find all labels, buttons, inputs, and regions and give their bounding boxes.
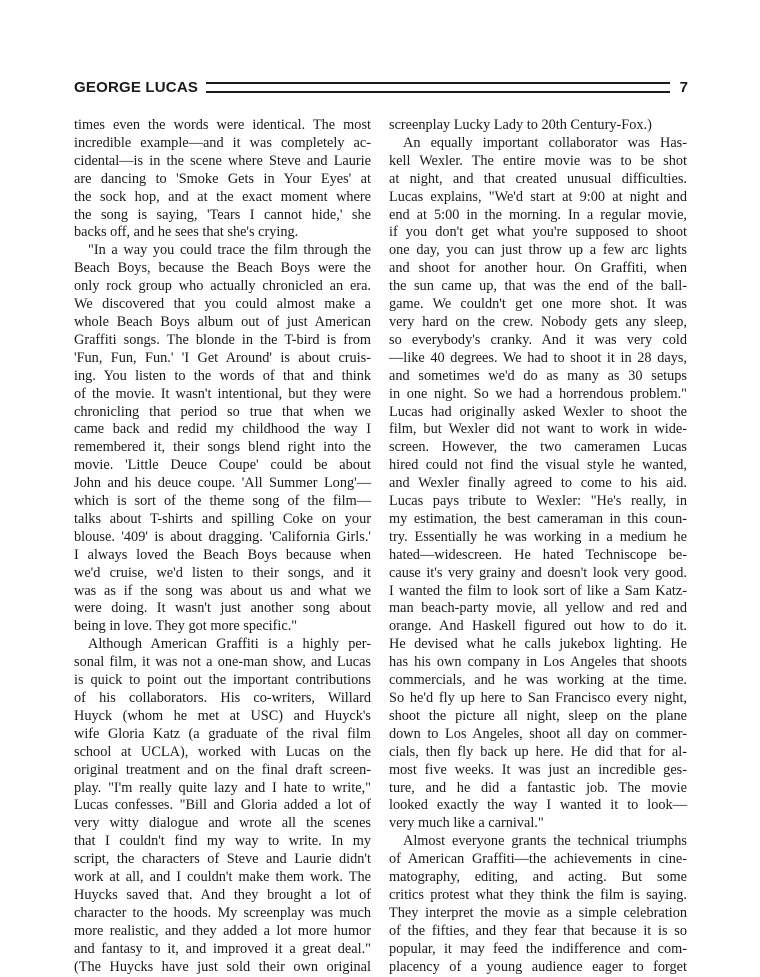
text-line: sonal film, it was not a one-man show, and Lucas	[74, 654, 371, 671]
text-line: popular, it may feed the indifference and com-	[389, 940, 687, 957]
text-line: one day, you can just throw up a few arc lights	[389, 242, 687, 259]
text-line: commercials, and he was working at the time.	[389, 672, 687, 689]
text-line: Beach Boys, because the Beach Boys were the	[74, 260, 371, 277]
text-line: work at all, and I couldn't make them work. The	[74, 869, 371, 886]
text-line: very hard on the crew. Nobody gets any sleep,	[389, 313, 687, 330]
text-line: very much like a carnival."	[389, 815, 544, 832]
text-line: talks about T-shirts and spilling Coke on your	[74, 510, 371, 527]
text-line: —like 40 degrees. We had to shoot it in 28 days,	[389, 349, 687, 366]
text-line: character to the hoods. My screenplay was much	[74, 904, 371, 921]
text-line: I wanted the film to look sort of like a Sam Katz-	[389, 582, 687, 599]
text-line: of American Graffiti—the achievements in cine-	[389, 851, 687, 868]
text-line: critics protest what they think the film is saying.	[389, 886, 687, 903]
text-line: script, the characters of Steve and Laurie didn't	[74, 851, 371, 868]
text-line: matography, editing, and acting. But some	[389, 869, 687, 886]
text-line: of his collaborators. His co-writers, Willard	[74, 690, 371, 706]
text-line: Although American Graffiti is a highly per-	[88, 636, 371, 653]
text-line: and sometimes we'd do as many as 30 setups	[389, 367, 687, 384]
text-line: which is sort of the theme song of the film—	[74, 493, 371, 510]
text-line: original treatment and on the final draft screen-	[74, 761, 371, 778]
text-line: only rock group who actually chronicled an era.	[74, 278, 371, 295]
text-line: orange. And Haskell figured out how to do it.	[389, 618, 687, 635]
text-line: school at UCLA), worked with Lucas on the	[74, 743, 371, 760]
text-line: John and his deuce coupe. 'All Summer Long'—	[74, 475, 371, 492]
text-line: that I couldn't find my way to write. In my	[74, 833, 371, 850]
text-line: game. We couldn't get one more shot. It was	[389, 296, 687, 313]
text-line: most five weeks. It was just an incredible ges-	[389, 761, 687, 778]
right-text-column	[389, 117, 687, 977]
text-line: is quick to point out the important contributions	[74, 672, 371, 689]
page-number: 7	[679, 78, 688, 96]
text-line: the sun came up, that was the end of the ball-	[389, 278, 687, 295]
text-line: play. "I'm really quite lazy and I hate to write,"	[74, 779, 371, 796]
text-line: and shoot for another hour. On Graffiti, when	[389, 260, 687, 277]
text-line: So he'd fly up here to San Francisco every night,	[389, 690, 687, 706]
text-line: ing. You listen to the words of that and think	[74, 367, 371, 384]
text-line: incredible example—and it was completely ac-	[74, 134, 371, 151]
text-line: in one night. So we had a horrendous problem."	[389, 385, 687, 402]
text-line: cidental—is in the scene where Steve and Laurie	[74, 152, 371, 169]
left-text-column	[74, 117, 371, 977]
text-line: chronicling that period so true that when we	[74, 403, 371, 420]
text-line: movie. 'Little Deuce Coupe' could be about	[74, 457, 371, 474]
text-line: came back and redid my childhood the way I	[74, 421, 371, 438]
text-line: we'd cruise, we'd listen to their songs, and it	[74, 564, 371, 581]
text-line: whole Beach Boys album out of just American	[74, 313, 371, 330]
text-line: of the movie. It wasn't intentional, but they were	[74, 385, 371, 402]
text-line: down to Los Angeles, shoot all day on commer-	[389, 725, 687, 742]
text-line: We discovered that you could almost make a	[74, 296, 371, 313]
text-line: (The Huycks have just sold their own original	[74, 958, 371, 975]
text-line: try. Essentially he was working in a medium he	[389, 528, 687, 545]
text-line: at night, and that created unusual difficulties.	[389, 170, 687, 187]
text-line: very witty dialogue and wrote all the scenes	[74, 815, 371, 832]
text-line: Lucas explains, "We'd start at 9:00 at night and	[389, 188, 687, 205]
text-line: placency of a young audience eager to forget	[389, 958, 687, 975]
text-line: so everybody's cranky. And it was very cold	[389, 331, 687, 348]
text-line: are dancing to 'Smoke Gets in Your Eyes' at	[74, 170, 371, 187]
text-line: 'Fun, Fun, Fun.' 'I Get Around' is about cruis-	[74, 349, 371, 366]
text-line: They interpret the movie as a simple celebration	[389, 904, 687, 921]
text-line: Lucas had originally asked Wexler to shoot the	[389, 403, 687, 420]
text-line: backs off, and he sees that she's crying.	[74, 224, 299, 241]
text-line: screenplay Lucky Lady to 20th Century-Fox.)	[389, 117, 652, 133]
text-line: hired could not find the visual style he wanted,	[389, 457, 687, 474]
text-line: cials, then fly back up here. He did that for al-	[389, 743, 687, 760]
text-line: Lucas pays tribute to Wexler: "He's really, in	[389, 493, 687, 510]
text-line: film, but Wexler did not want to work in wide-	[389, 421, 687, 438]
text-line: were doing. It wasn't just another song about	[74, 600, 371, 617]
text-line: the song is saying, 'Tears I cannot hide,' she	[74, 206, 371, 223]
text-line: Almost everyone grants the technical triumphs	[403, 833, 687, 850]
text-line: and fantasy to it, and improved it a great deal."	[74, 940, 371, 957]
text-line: I always loved the Beach Boys because when	[74, 546, 371, 563]
text-line: Graffiti songs. The blonde in the T-bird is from	[74, 331, 371, 348]
running-header	[74, 76, 688, 98]
text-line: "In a way you could trace the film through the	[88, 242, 371, 259]
text-line: ture, and he did a fantastic job. The movie	[389, 779, 687, 796]
text-line: Huycks saved that. And they brought a lot of	[74, 886, 371, 903]
text-line: and Wexler finally agreed to come to his aid.	[389, 475, 687, 492]
text-line: shoot the picture all night, sleep on the plane	[389, 707, 687, 724]
running-head-author: GEORGE LUCAS	[74, 78, 199, 96]
text-line: has his own company in Los Angeles that shoots	[389, 654, 687, 671]
text-line: hated—widescreen. He hated Techniscope be-	[389, 546, 687, 563]
text-line: of the fifties, and they fear that because it is so	[389, 922, 687, 939]
text-line: He devised what he calls jukebox lighting. He	[389, 636, 687, 653]
text-line: screen. However, the two cameramen Lucas	[389, 439, 687, 456]
text-line: man beach-party movie, all yellow and red and	[389, 600, 687, 617]
text-line: kell Wexler. The entire movie was to be shot	[389, 152, 687, 169]
text-line: if you don't get what you're supposed to shoot	[389, 224, 687, 241]
text-line: cause it's very grainy and doesn't look very good.	[389, 564, 687, 581]
text-line: end at 5:00 in the morning. In a regular movie,	[389, 206, 687, 223]
text-line: Huyck (whom he met at USC) and Huyck's	[74, 707, 371, 724]
text-line: looked exactly the way I wanted it to look—	[389, 797, 687, 814]
text-line: remembered it, their songs blend right into the	[74, 439, 371, 456]
text-line: Lucas confesses. "Bill and Gloria added a lot of	[74, 797, 371, 814]
header-rule	[206, 82, 670, 93]
text-line: was as if the song was about us and what we	[74, 582, 371, 599]
text-line: the sock hop, and at the exact moment where	[74, 188, 371, 205]
text-line: blouse. '409' is about dragging. 'California Girls.'	[74, 528, 371, 545]
text-line: my estimation, the best cameraman in this coun-	[389, 510, 687, 527]
text-line: times even the words were identical. The most	[74, 117, 371, 133]
text-line: An equally important collaborator was Has-	[403, 134, 687, 151]
text-line: being in love. They got more specific."	[74, 618, 298, 635]
text-line: more realistic, and they added a lot more humor	[74, 922, 371, 939]
text-line: wife Gloria Katz (a graduate of the rival film	[74, 725, 371, 742]
